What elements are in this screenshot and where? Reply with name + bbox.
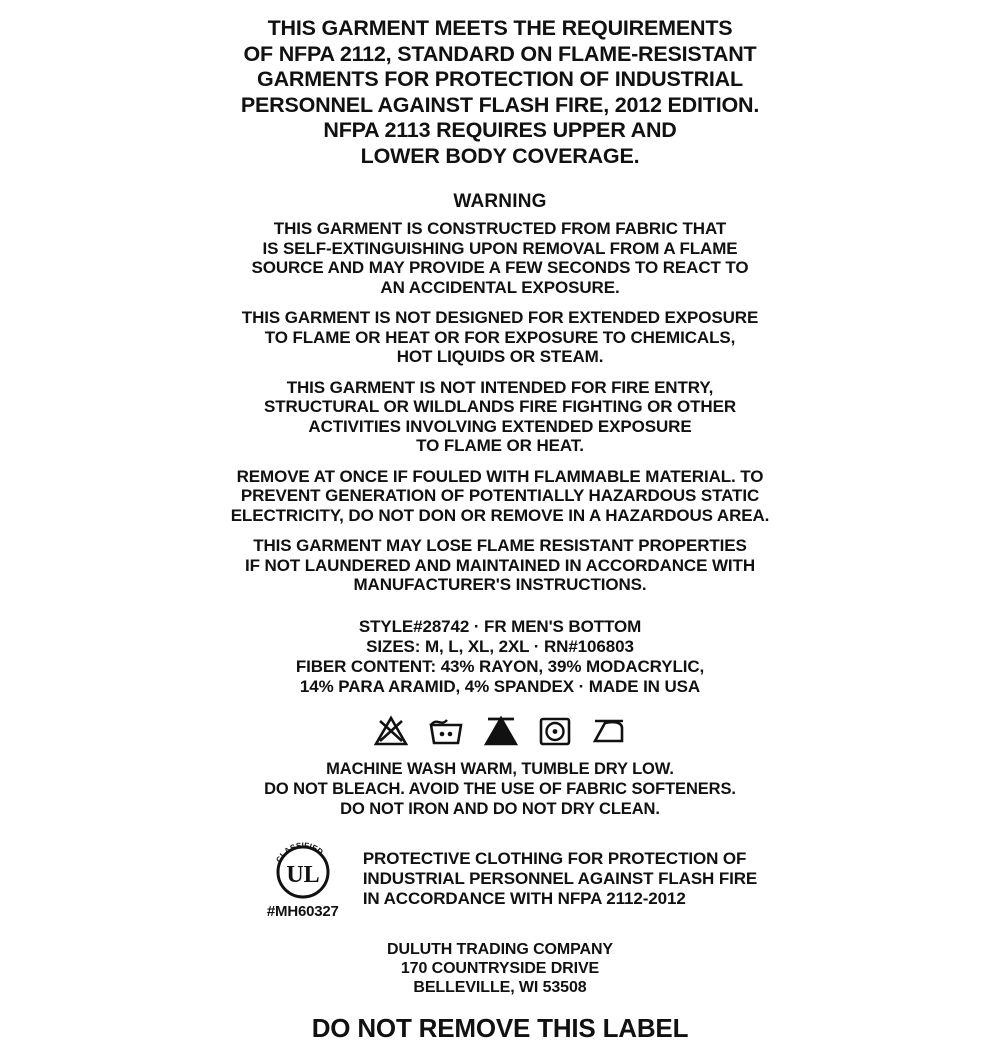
intro-line: NFPA 2113 REQUIRES UPPER AND [323, 118, 677, 142]
care-line: DO NOT BLEACH. AVOID THE USE OF FABRIC SOFTENERS. [264, 779, 736, 798]
ul-statement-line: INDUSTRIAL PERSONNEL AGAINST FLASH FIRE [362, 868, 758, 888]
warning-line: THIS GARMENT IS CONSTRUCTED FROM FABRIC THAT [273, 219, 727, 238]
care-symbol-row [373, 715, 627, 747]
warning-paragraph-3 [200, 378, 800, 456]
intro-line: LOWER BODY COVERAGE. [360, 143, 640, 168]
care-instructions [190, 759, 810, 819]
machine-wash-warm-icon [428, 715, 464, 747]
warning-line: ACTIVITIES INVOLVING EXTENDED EXPOSURE [308, 416, 692, 436]
warning-line: TO FLAME OR HEAT. [416, 436, 584, 455]
warning-paragraph-5 [200, 536, 800, 595]
warning-line: PREVENT GENERATION OF POTENTIALLY HAZARDOUS STATIC [240, 486, 760, 505]
ul-file-number: #MH60327 [266, 902, 339, 920]
warning-line: SOURCE AND MAY PROVIDE A FEW SECONDS TO REACT TO [251, 258, 749, 277]
warning-paragraph-2 [200, 308, 800, 367]
do-not-remove-notice: DO NOT REMOVE THIS LABEL [311, 1012, 689, 1043]
ul-statement [363, 841, 757, 909]
tumble-dry-low-icon [538, 715, 572, 747]
warning-line: MANUFACTURER'S INSTRUCTIONS. [353, 575, 647, 594]
product-specifications [190, 617, 810, 697]
do-not-bleach-icon [373, 715, 409, 747]
warning-line: THIS GARMENT MAY LOSE FLAME RESISTANT PROPERTIES [253, 536, 747, 555]
intro-line: PERSONNEL AGAINST FLASH FIRE, 2012 EDITION. [240, 92, 760, 117]
warning-line: THIS GARMENT IS NOT INTENDED FOR FIRE ENTRY, [286, 377, 714, 397]
warning-line: ELECTRICITY, DO NOT DON OR REMOVE IN A HAZARDOUS AREA. [230, 505, 770, 525]
warning-paragraph-4 [200, 467, 800, 526]
care-line: DO NOT IRON AND DO NOT DRY CLEAN. [340, 799, 660, 818]
warning-line: HOT LIQUIDS OR STEAM. [396, 347, 604, 366]
spec-fiber-line: 14% PARA ARAMID, 4% SPANDEX · MADE IN USA [299, 676, 701, 696]
address-line: BELLEVILLE, WI 53508 [413, 978, 587, 996]
ul-classified-mark-icon [266, 841, 340, 901]
warning-line: STRUCTURAL OR WILDLANDS FIRE FIGHTING OR OTHER [263, 397, 736, 416]
address-line: 170 COUNTRYSIDE DRIVE [400, 959, 600, 977]
warning-heading: WARNING [453, 191, 547, 212]
warning-line: AN ACCIDENTAL EXPOSURE. [380, 277, 620, 297]
do-not-iron-icon [591, 715, 627, 747]
svg-text:CLASSIFIED: CLASSIFIED [274, 840, 325, 864]
ul-mark-group [243, 841, 363, 920]
intro-line: THIS GARMENT MEETS THE REQUIREMENTS [267, 16, 733, 40]
nfpa-compliance-statement [220, 16, 780, 169]
spec-sizes-line: SIZES: M, L, XL, 2XL · RN#106803 [366, 636, 634, 656]
intro-line: OF NFPA 2112, STANDARD ON FLAME-RESISTANT [243, 41, 757, 66]
svg-text:UL: UL [286, 861, 320, 888]
ul-statement-line: IN ACCORDANCE WITH NFPA 2112-2012 [362, 888, 686, 908]
ul-statement-line: PROTECTIVE CLOTHING FOR PROTECTION OF [362, 848, 747, 868]
warning-line: IS SELF-EXTINGUISHING UPON REMOVAL FROM A FLAME [262, 238, 738, 258]
spec-style-line: STYLE#28742 · FR MEN'S BOTTOM [358, 616, 642, 636]
warning-paragraph-1 [200, 219, 800, 297]
warning-line: THIS GARMENT IS NOT DESIGNED FOR EXTENDED EXPOSURE [241, 308, 759, 327]
spec-fiber-line: FIBER CONTENT: 43% RAYON, 39% MODACRYLIC, [295, 656, 705, 676]
address-line: DULUTH TRADING COMPANY [387, 940, 613, 958]
do-not-dry-clean-icon [483, 715, 519, 747]
care-line: MACHINE WASH WARM, TUMBLE DRY LOW. [326, 759, 674, 778]
warning-line: IF NOT LAUNDERED AND MAINTAINED IN ACCORDANCE WITH [244, 555, 755, 575]
intro-line: GARMENTS FOR PROTECTION OF INDUSTRIAL [257, 67, 743, 91]
warning-line: REMOVE AT ONCE IF FOULED WITH FLAMMABLE MATERIAL. TO [236, 466, 764, 486]
company-address [387, 940, 613, 997]
ul-certification-block [190, 841, 810, 920]
warning-line: TO FLAME OR HEAT OR FOR EXPOSURE TO CHEMICALS, [264, 327, 736, 347]
